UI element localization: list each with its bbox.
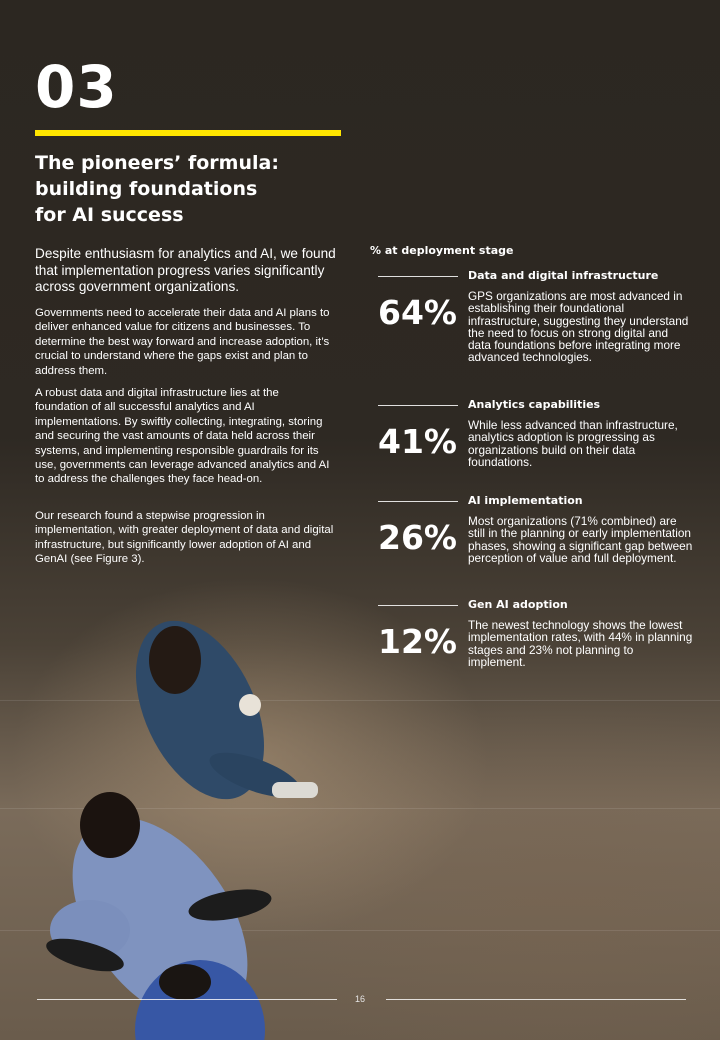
stat-rule (378, 405, 458, 406)
body-paragraph: Governments need to accelerate their data and AI plans to deliver enhanced value for citizens and businesses. To determine the best way forward and increase adoption, it’s crucial to understand where the gaps exist and plan to address them. (35, 307, 330, 377)
stat-rule (378, 276, 458, 277)
stat-description: GPS organizations are most advanced in establishing their foundational infrastructure, suggesting they understand the need to focus on strong digital and data foundations before integrating more advanced technologies. (468, 289, 689, 365)
body-paragraph: Our research found a stepwise progression in implementation, with greater deployment of data and digital infrastructure, but significantly lower adoption of AI and GenAI (see Figure 3). (35, 510, 334, 566)
stat-description: The newest technology shows the lowest implementation rates, with 44% in planning stages and 23% not planning to implement. (468, 618, 693, 669)
accent-bar (35, 130, 341, 136)
body-paragraph: A robust data and digital infrastructure lies at the foundation of all successful analytics and AI implementations. By swiftly collecting, integrating, storing and securing the vast amounts of data held across their systems, and implementing responsible guardrails for its use, governments can leverage advanced analytics and AI to address the challenges they face head-on. (35, 387, 330, 486)
footer-rule-left (37, 999, 337, 1000)
stat-rule (378, 605, 458, 606)
stat-heading: Gen AI adoption (468, 598, 568, 611)
stats-heading: % at deployment stage (370, 244, 514, 257)
footer-rule-right (386, 999, 686, 1000)
chapter-number: 03 (35, 53, 118, 121)
page-number: 16 (354, 994, 365, 1004)
title-line: building foundations (35, 178, 258, 200)
section-title (35, 150, 335, 228)
title-line: The pioneers’ formula: (35, 152, 279, 174)
stat-heading: Analytics capabilities (468, 398, 601, 411)
stat-value: 41% (378, 422, 457, 461)
lead-paragraph: Despite enthusiasm for analytics and AI, we found that implementation progress varies significantly across government organizations. (35, 246, 336, 294)
healthcare-workers-photo (0, 600, 360, 1040)
stat-description: Most organizations (71% combined) are still in the planning or early implementation phases, showing a significant gap between perception of value and full deployment. (468, 514, 693, 565)
title-line: for AI success (35, 204, 184, 226)
stat-description: While less advanced than infrastructure, analytics adoption is progressing as organizations build on their data foundations. (468, 418, 678, 469)
stat-heading: AI implementation (468, 494, 583, 507)
stat-heading: Data and digital infrastructure (468, 269, 659, 282)
stat-rule (378, 501, 458, 502)
stat-value: 64% (378, 293, 457, 332)
stat-value: 26% (378, 518, 457, 557)
stat-value: 12% (378, 622, 457, 661)
